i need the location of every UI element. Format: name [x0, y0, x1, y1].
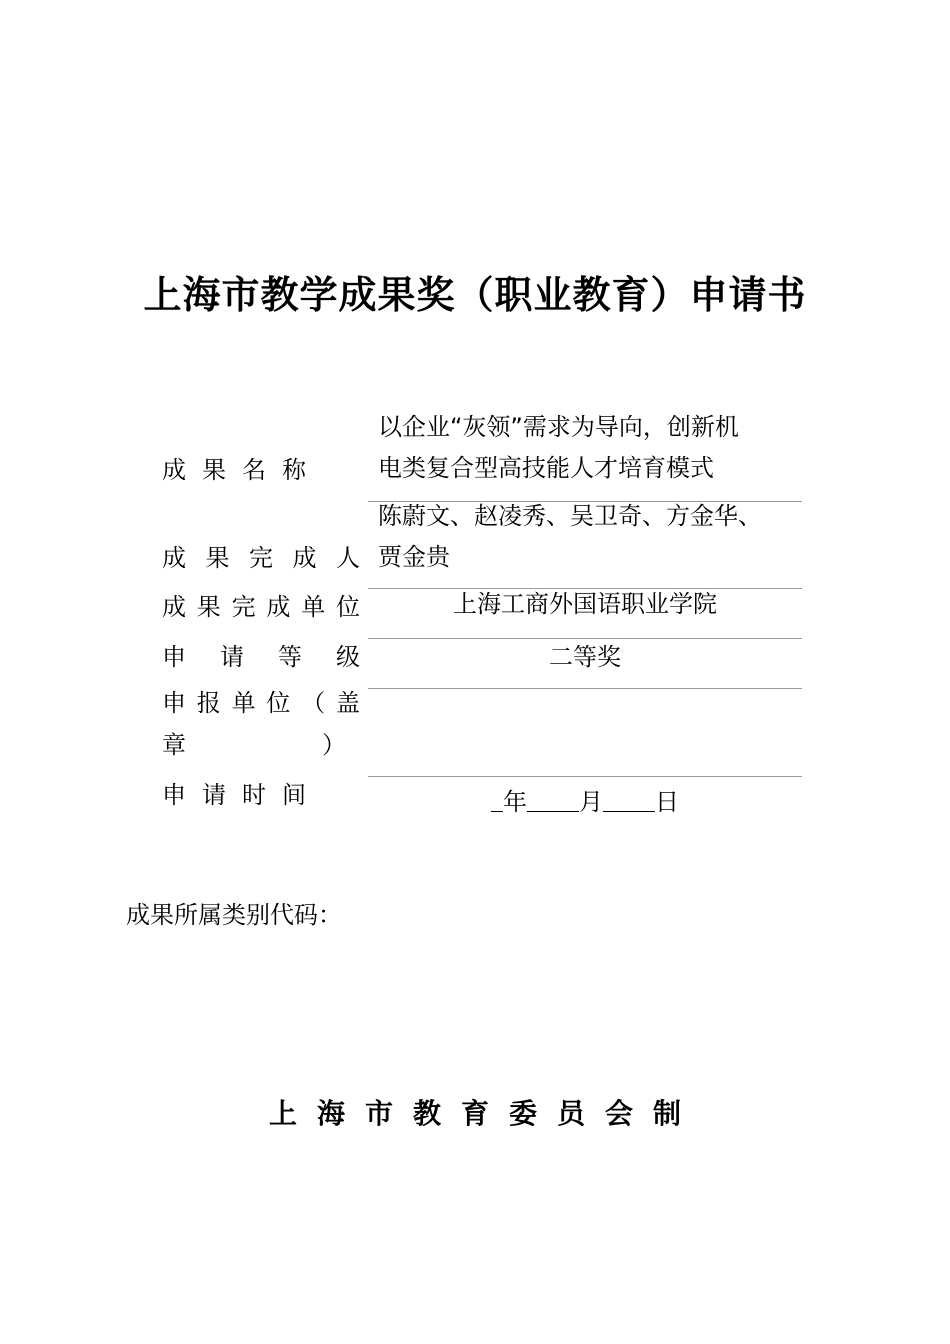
- field-value-completers-line1: 陈蔚文、赵凌秀、吴卫奇、方金华、: [378, 502, 762, 530]
- label-char: 章: [162, 731, 186, 759]
- label-char: 级: [336, 643, 360, 671]
- field-value-name-line1: 以企业“灰领”需求为导向，创新机: [378, 413, 739, 441]
- label-char: 申: [162, 781, 186, 809]
- field-value-level: 二等奖: [549, 643, 621, 671]
- label-char: 完: [231, 593, 256, 621]
- label-char: 成: [266, 593, 291, 621]
- month-label: 月: [579, 788, 603, 816]
- label-char: 完: [249, 544, 273, 572]
- field-label-time: [162, 780, 306, 810]
- label-char: 单: [231, 689, 256, 717]
- day-label: 日: [655, 788, 679, 816]
- label-char: ）: [322, 731, 346, 759]
- label-char: 称: [282, 456, 306, 484]
- label-char: 果: [205, 544, 230, 572]
- label-char: 请: [202, 781, 226, 809]
- label-char: 成: [292, 544, 317, 572]
- field-divider: [368, 688, 802, 689]
- year-blank: [491, 789, 503, 812]
- issuer: 上海市教育委员会制: [268, 1097, 701, 1130]
- label-char: 申: [162, 689, 186, 717]
- label-char: 请: [220, 643, 244, 671]
- label-char: （: [301, 689, 326, 717]
- label-char: 成: [162, 544, 186, 572]
- field-value-unit: 上海工商外国语职业学院: [453, 590, 717, 618]
- day-blank: [603, 789, 655, 812]
- field-value-time: [368, 787, 802, 817]
- label-char: 位: [335, 593, 360, 621]
- label-char: 盖: [335, 689, 360, 717]
- label-char: 单: [301, 593, 326, 621]
- field-label-name: [162, 455, 306, 485]
- category-code-label: 成果所属类别代码：: [126, 901, 342, 929]
- field-label-completers: [162, 543, 360, 573]
- document-title: 上海市教学成果奖（职业教育）申请书: [143, 273, 807, 317]
- field-label-applicant-unit: [162, 682, 360, 766]
- label-char: 时: [242, 781, 266, 809]
- label-char: 等: [278, 643, 302, 671]
- label-char: 位: [266, 689, 291, 717]
- year-label: 年: [503, 788, 527, 816]
- label-char: 成: [162, 456, 186, 484]
- label-char: 间: [282, 781, 306, 809]
- label-char: 果: [202, 456, 226, 484]
- field-label-level: [162, 642, 360, 672]
- label-char: 人: [336, 544, 360, 572]
- label-char: 果: [196, 593, 221, 621]
- field-value-completers-line2: 贾金贵: [378, 543, 450, 571]
- label-char: 名: [242, 456, 266, 484]
- label-char: 申: [162, 643, 186, 671]
- label-char: 报: [196, 689, 221, 717]
- field-divider: [368, 776, 802, 777]
- label-char: 成: [162, 593, 186, 621]
- field-value-name-line2: 电类复合型高技能人才培育模式: [378, 454, 714, 482]
- field-label-unit: [162, 592, 360, 622]
- month-blank: [527, 789, 579, 812]
